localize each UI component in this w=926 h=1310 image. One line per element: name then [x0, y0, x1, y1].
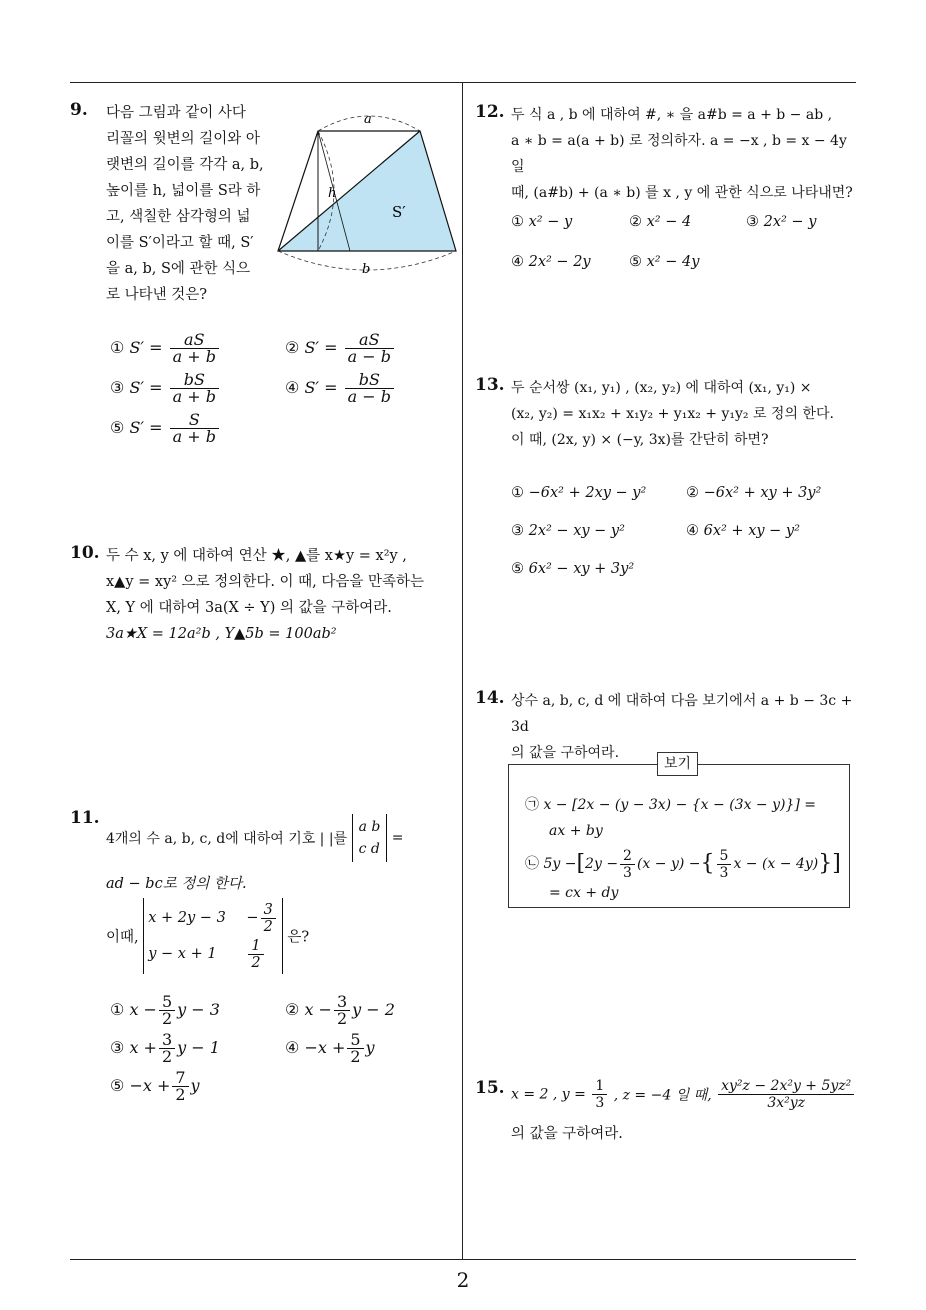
matrix-definition: a b c d	[352, 814, 388, 862]
text-line: 리꼴의 윗변의 길이와 아	[106, 131, 260, 147]
choice-3[interactable]: ③ x + $\frac{3}{2}$ y − 1	[110, 1030, 220, 1066]
question-line: 이때, x + 2y − 3 y − x + 1 − $\frac{3}{2}$ $\frac{1}{2}$ 은?	[106, 898, 309, 974]
top-rule	[70, 82, 856, 83]
fraction: $\frac{S}{a + b}$	[170, 412, 219, 445]
text-line: 의 값을 구하여라.	[511, 745, 620, 761]
choice-4[interactable]: ④ 2x² − 2y	[511, 254, 591, 270]
definition-line: 4개의 수 a, b, c, d에 대하여 기호 | |를 a b c d =	[106, 814, 460, 862]
text-line: 두 식 a , b 에 대하여 #, ∗ 을 a#b = a + b − ab ,	[511, 107, 833, 123]
trapezoid-figure	[270, 105, 460, 285]
text-line: (x₂, y₂) = x₁x₂ + x₁y₂ + y₁x₂ + y₁y₂ 로 정의 한다.	[511, 406, 834, 422]
question-number: 14.	[475, 688, 505, 708]
text-line: 로 나타낸 것은?	[106, 287, 208, 303]
question-text	[511, 102, 861, 206]
text-line: a ∗ b = a(a + b) 로 정의하자. a = −x , b = x − 4y 일	[511, 133, 847, 175]
text-line: 두 수 x, y 에 대하여 연산 ★, ▲를 x★y = x²y ,	[106, 548, 407, 564]
label-s-prime: S′	[392, 203, 406, 221]
label-h: h	[328, 186, 337, 201]
text-line: 3a★X = 12a²b , Y▲5b = 100ab²	[106, 626, 337, 642]
choice-5[interactable]: ⑤ S′ = $\frac{S}{a + b}$	[110, 412, 221, 445]
question-number: 9.	[70, 100, 88, 120]
choice-1[interactable]: ① x² − y	[511, 214, 573, 230]
choices	[110, 332, 460, 452]
choice-3[interactable]: ③ 2x² − y	[746, 214, 817, 230]
label-b: b	[362, 262, 371, 277]
text-line: 높이를 h, 넓이를 S라 하	[106, 183, 261, 199]
choice-2[interactable]: ② −6x² + xy + 3y²	[686, 485, 822, 501]
fraction: $\frac{aS}{a + b}$	[170, 332, 219, 365]
text-line: 을 a, b, S에 관한 식으	[106, 261, 251, 277]
choices	[110, 994, 460, 1114]
text-line: 의 값을 구하여라.	[511, 1126, 623, 1142]
fraction: $\frac{aS}{a - b}$	[345, 332, 394, 365]
fraction: $\frac{bS}{a - b}$	[345, 372, 394, 405]
choice-3[interactable]: ③ S′ = $\frac{bS}{a + b}$	[110, 372, 221, 405]
example-item-1: ㉠ x − [2x − (y − 3x) − {x − (3x − y)}] = ax + by	[525, 797, 817, 839]
question-text	[511, 375, 861, 453]
text-line: 이 때, (2x, y) × (−y, 3x)를 간단히 하면?	[511, 432, 769, 448]
text-line: x▲y = xy² 으로 정의한다. 이 때, 다음을 만족하는	[106, 574, 425, 590]
choice-3[interactable]: ③ 2x² − xy − y²	[511, 523, 625, 539]
text-line: 이를 S′이라고 할 때, S′	[106, 235, 254, 251]
text-line: 두 순서쌍 (x₁, y₁) , (x₂, y₂) 에 대하여 (x₁, y₁) ×	[511, 380, 812, 396]
question-number: 13.	[475, 375, 505, 395]
choice-1[interactable]: ① x − $\frac{5}{2}$ y − 3	[110, 992, 220, 1028]
matrix-question: x + 2y − 3 y − x + 1 − $\frac{3}{2}$ $\frac{1}{2}$	[143, 898, 283, 974]
column-divider	[462, 82, 463, 1260]
choices	[511, 214, 861, 274]
text-line: X, Y 에 대하여 3a(X ÷ Y) 의 값을 구하여라.	[106, 600, 392, 616]
question-number: 11.	[70, 808, 100, 828]
text-line: 다음 그림과 같이 사다	[106, 105, 246, 121]
text-line: 때, (a#b) + (a ∗ b) 를 x , y 에 관한 식으로 나타내면?	[511, 185, 853, 201]
question-number: 15.	[475, 1078, 505, 1098]
text-line: 고, 색칠한 삼각형의 넓	[106, 209, 251, 225]
choices	[511, 485, 861, 585]
choice-5[interactable]: ⑤ x² − 4y	[629, 254, 700, 270]
label-a: a	[364, 112, 372, 127]
choice-4[interactable]: ④ −x + $\frac{5}{2}$ y	[285, 1030, 375, 1066]
bottom-rule	[70, 1259, 856, 1260]
text-line: 상수 a, b, c, d 에 대하여 다음 보기에서 a + b − 3c + 3d	[511, 693, 853, 735]
choice-4[interactable]: ④ S′ = $\frac{bS}{a - b}$	[285, 372, 396, 405]
choice-1[interactable]: ① S′ = $\frac{aS}{a + b}$	[110, 332, 221, 365]
choice-5[interactable]: ⑤ 6x² − xy + 3y²	[511, 561, 635, 577]
choice-2[interactable]: ② x² − 4	[629, 214, 692, 230]
page-number: 2	[456, 1268, 470, 1292]
choice-5[interactable]: ⑤ −x + $\frac{7}{2}$ y	[110, 1068, 200, 1104]
shaded-triangle	[278, 131, 456, 251]
question-line: x = 2 , y = $\frac{1}{3}$ , z = −4 일 때, $\frac{\text{xy²z − 2x²y + 5yz²}}{\text{3x²yz}}$	[511, 1078, 856, 1111]
example-item-2: ㉡ 5y −[2y − $\frac{2}{3}$ (x − y) −{ $\frac{5}{3}$ x − (x − 4y)}] = cx + dy	[525, 847, 841, 901]
choice-2[interactable]: ② x − $\frac{3}{2}$ y − 2	[285, 992, 395, 1028]
example-box-title: 보기	[657, 752, 698, 776]
text-line: ad − bc로 정의 한다.	[106, 876, 247, 892]
choice-2[interactable]: ② S′ = $\frac{aS}{a - b}$	[285, 332, 396, 365]
choice-4[interactable]: ④ 6x² + xy − y²	[686, 523, 800, 539]
question-text	[106, 543, 456, 647]
question-number: 12.	[475, 102, 505, 122]
choice-1[interactable]: ① −6x² + 2xy − y²	[511, 485, 647, 501]
text-line: 랫변의 길이를 각각 a, b,	[106, 157, 264, 173]
fraction: $\frac{bS}{a + b}$	[170, 372, 219, 405]
question-number: 10.	[70, 543, 100, 563]
